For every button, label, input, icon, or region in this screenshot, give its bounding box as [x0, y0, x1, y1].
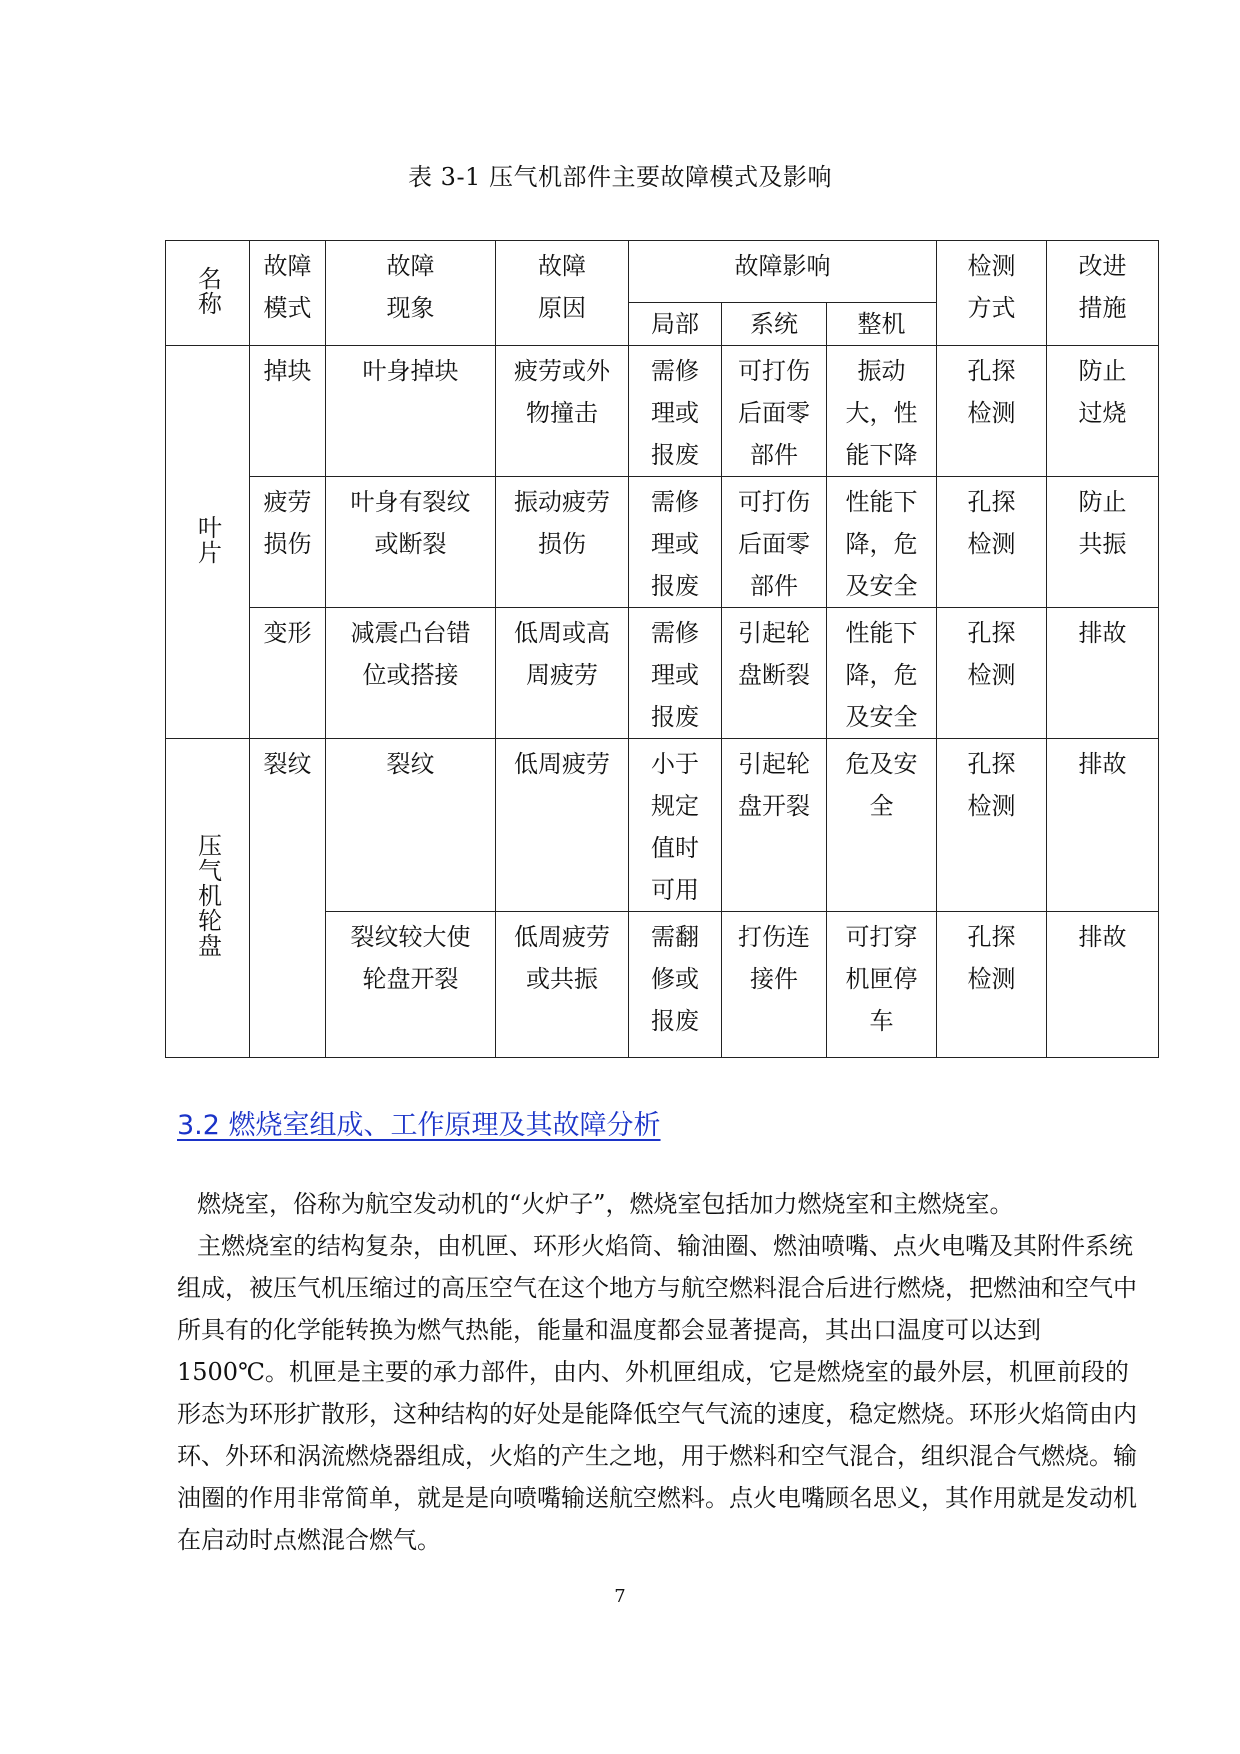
- paragraph-intro: 燃烧室，俗称为航空发动机的“火炉子”，燃烧室包括加力燃烧室和主燃烧室。: [197, 1190, 1014, 1218]
- cell-phenomenon: 减震凸台错 位或搭接: [326, 608, 496, 739]
- cell-local: 需修 理或 报废: [629, 477, 722, 608]
- cell-measure: 防止 过烧: [1047, 346, 1159, 477]
- table-row: [166, 477, 1159, 608]
- cell-detect: 孔探 检测: [937, 477, 1047, 608]
- header-mode: 故障 模式: [250, 241, 326, 346]
- group-name-disk: 压气机轮盘: [166, 739, 250, 1058]
- group-name-blade: 叶片: [166, 346, 250, 739]
- cell-measure: 排故: [1047, 608, 1159, 739]
- cell-whole: 性能下 降，危 及安全: [827, 608, 937, 739]
- cell-system: 可打伤 后面零 部件: [722, 477, 827, 608]
- cell-detect: 孔探 检测: [937, 346, 1047, 477]
- header-measure: 改进 措施: [1047, 241, 1159, 346]
- header-phenomenon: 故障 现象: [326, 241, 496, 346]
- table-header-row: [166, 241, 1159, 303]
- cell-detect: 孔探 检测: [937, 912, 1047, 1058]
- cell-whole: 振动 大，性 能下降: [827, 346, 937, 477]
- cell-mode: 疲劳 损伤: [250, 477, 326, 608]
- table-row: [166, 608, 1159, 739]
- cell-local: 需修 理或 报废: [629, 346, 722, 477]
- header-local: 局部: [629, 303, 722, 346]
- cell-cause: 疲劳或外 物撞击: [496, 346, 629, 477]
- cell-system: 引起轮 盘开裂: [722, 739, 827, 912]
- cell-cause: 振动疲劳 损伤: [496, 477, 629, 608]
- cell-detect: 孔探 检测: [937, 739, 1047, 912]
- cell-system: 打伤连 接件: [722, 912, 827, 1058]
- cell-whole: 危及安 全: [827, 739, 937, 912]
- header-detect: 检测 方式: [937, 241, 1047, 346]
- page-number: 7: [614, 1586, 626, 1607]
- cell-phenomenon: 裂纹较大使 轮盘开裂: [326, 912, 496, 1058]
- cell-measure: 排故: [1047, 739, 1159, 912]
- cell-mode: 变形: [250, 608, 326, 739]
- header-effect: 故障影响: [629, 241, 937, 303]
- cell-mode: 掉块: [250, 346, 326, 477]
- cell-cause: 低周疲劳: [496, 739, 629, 912]
- fault-table: [165, 240, 1159, 1058]
- cell-cause: 低周疲劳 或共振: [496, 912, 629, 1058]
- header-system: 系统: [722, 303, 827, 346]
- cell-system: 引起轮 盘断裂: [722, 608, 827, 739]
- cell-local: 小于 规定 值时 可用: [629, 739, 722, 912]
- cell-cause: 低周或高 周疲劳: [496, 608, 629, 739]
- paragraph-block: [177, 1183, 1142, 1561]
- cell-phenomenon: 裂纹: [326, 739, 496, 912]
- header-name: 名称: [166, 241, 250, 346]
- cell-whole: 性能下 降，危 及安全: [827, 477, 937, 608]
- cell-mode: 裂纹: [250, 739, 326, 1058]
- table-caption: 表 3-1 压气机部件主要故障模式及影响: [408, 163, 832, 191]
- table-row: [166, 346, 1159, 477]
- cell-local: 需翻 修或 报废: [629, 912, 722, 1058]
- cell-phenomenon: 叶身有裂纹 或断裂: [326, 477, 496, 608]
- cell-whole: 可打穿 机匣停 车: [827, 912, 937, 1058]
- paragraph-main: 主燃烧室的结构复杂，由机匣、环形火焰筒、输油圈、燃油喷嘴、点火电嘴及其附件系统组成，被压气机压缩过的高压空气在这个地方与航空燃料混合后进行燃烧，把燃油和空气中所具有的化学能转换为燃气热能，能量和温度都会显著提高，其出口温度可以达到 1500℃。机匣是主要的承力部件，由内、外机匣组成，它是燃烧室的最外层，机匣前段的形态为环形扩散形，这种结构的好处是能降低空气气流的速度，稳定燃烧。环形火焰筒由内环、外环和涡流燃烧器组成，火焰的产生之地，用于燃料和空气混合，组织混合气燃烧。输油圈的作用非常简单，就是是向喷嘴输送航空燃料。点火电嘴顾名思义，其作用就是发动机在启动时点燃混合燃气。: [177, 1232, 1137, 1554]
- cell-measure: 防止 共振: [1047, 477, 1159, 608]
- cell-local: 需修 理或 报废: [629, 608, 722, 739]
- table-row: [166, 739, 1159, 912]
- header-whole: 整机: [827, 303, 937, 346]
- cell-system: 可打伤 后面零 部件: [722, 346, 827, 477]
- section-heading[interactable]: 3.2 燃烧室组成、工作原理及其故障分析: [177, 1110, 661, 1141]
- cell-phenomenon: 叶身掉块: [326, 346, 496, 477]
- cell-detect: 孔探 检测: [937, 608, 1047, 739]
- cell-measure: 排故: [1047, 912, 1159, 1058]
- header-cause: 故障 原因: [496, 241, 629, 346]
